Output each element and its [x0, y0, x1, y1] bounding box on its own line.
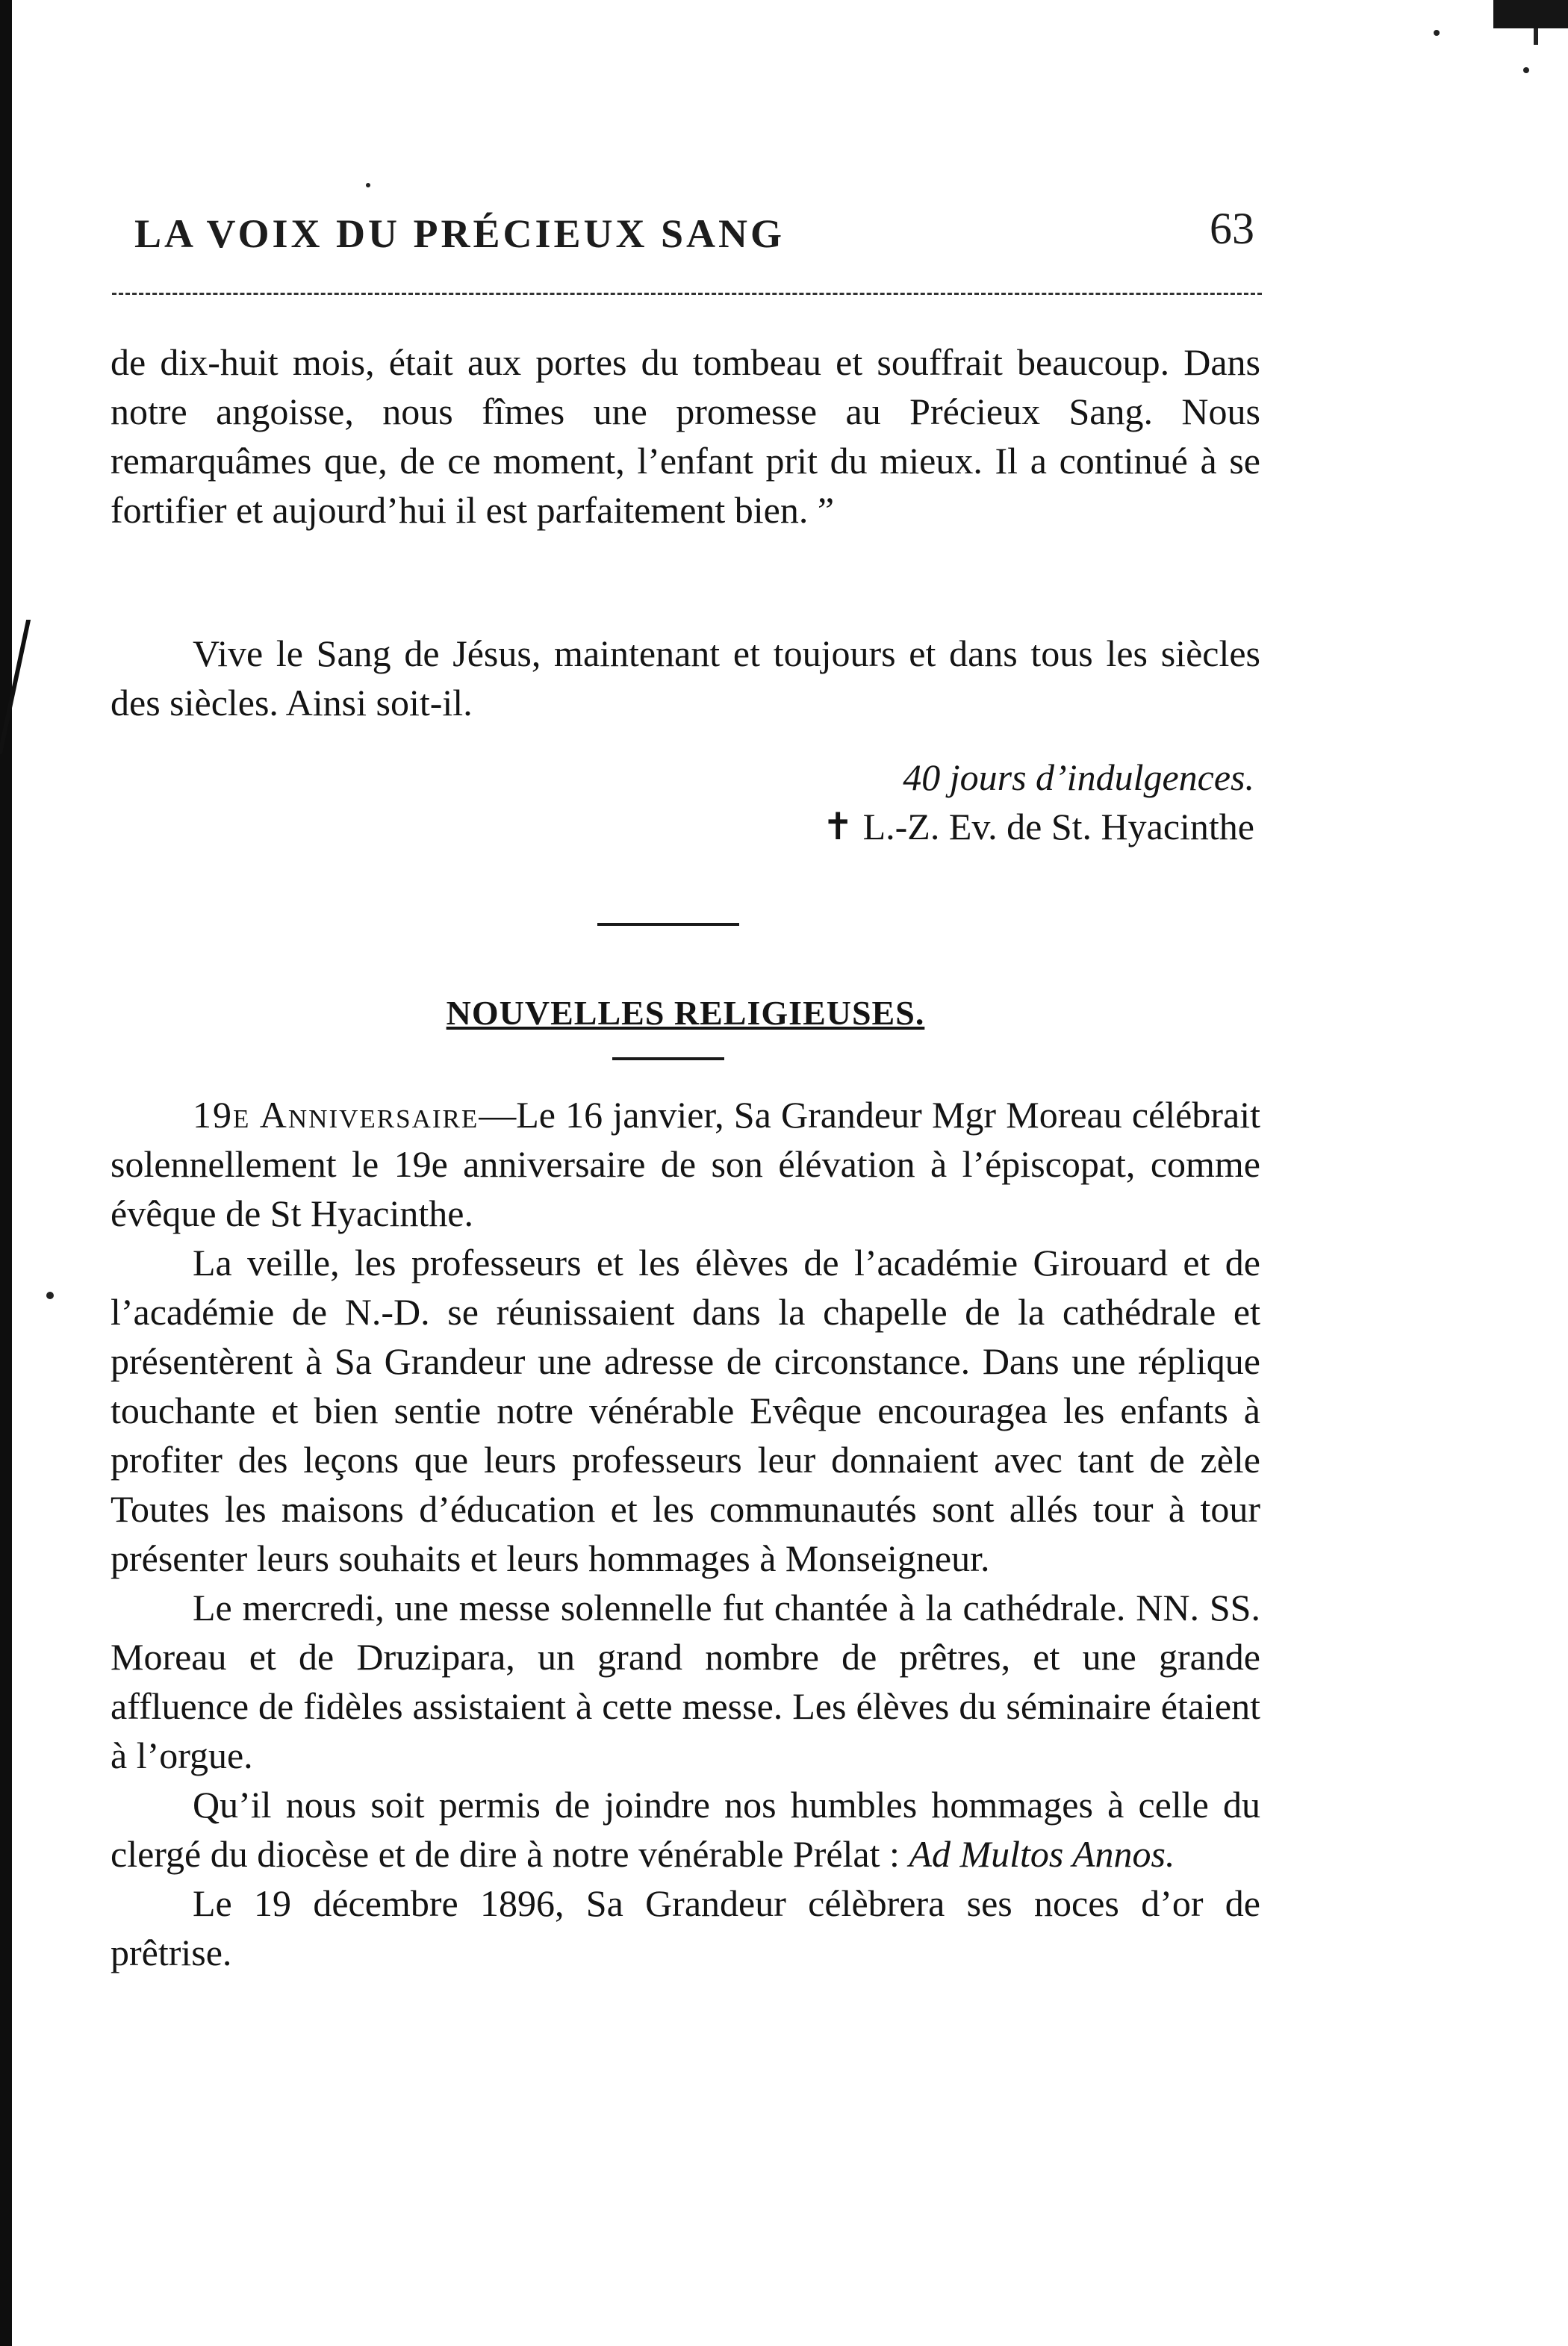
corner-ink-drip — [1534, 28, 1538, 45]
ink-speck — [366, 183, 370, 187]
running-head: LA VOIX DU PRÉCIEUX SANG — [134, 211, 785, 256]
header-rule — [112, 293, 1262, 295]
corner-ink-mark — [1493, 0, 1568, 28]
title-underrule — [612, 1057, 724, 1060]
anniversary-text: —Le 16 janvier, Sa Grandeur Mgr Moreau célébrait solennellement le 19e anniversaire de son élévation à l’épiscopat, comme évêque de St Hyacinthe. — [111, 1094, 1260, 1234]
homage-text: Qu’il nous soit permis de joindre nos humbles hommages à celle du clergé du diocèse et de dire à notre vénérable Prélat : — [111, 1784, 1260, 1875]
latin-wish: Ad Multos Annos. — [909, 1833, 1175, 1875]
ink-speck — [1523, 67, 1529, 73]
prayer-paragraph: Vive le Sang de Jésus, maintenant et toujours et dans tous les siècles des siècles. Ainsi soit-il. — [111, 632, 1260, 724]
anniversary-paragraph — [111, 1090, 1260, 1238]
section-title: NOUVELLES RELIGIEUSES. — [446, 994, 925, 1032]
wednesday-paragraph: Le mercredi, une messe solennelle fut chantée à la cathédrale. NN. SS. Moreau et de Druzipara, un grand nombre de prêtres, et une grande affluence de fidèles assistaient à cette messe. Les élèves du séminaire étaient à l’orgue. — [111, 1587, 1260, 1776]
homage-paragraph — [111, 1780, 1260, 1879]
ink-speck — [46, 1292, 54, 1299]
letter-continuation — [111, 337, 1260, 535]
eve-paragraph: La veille, les professeurs et les élèves de l’académie Girouard et de l’académie de N.-D. se réunissaient dans la chapelle de la cathédrale et présentèrent à Sa Grandeur une adresse de circonstance. Dans une réplique touchante et bien sentie notre vénérable Evêque encouragea les enfants à profiter des leçons que leurs professeurs leur donnaient avec tant de zèle Toutes les maisons d’éducation et les communautés sont allés tour à tour présenter leurs souhaits et leurs hommages à Monseigneur. — [111, 1242, 1260, 1579]
closing-prayer — [111, 629, 1260, 727]
section-separator — [597, 923, 739, 926]
ink-speck — [1434, 30, 1440, 36]
jubilee-paragraph: Le 19 décembre 1896, Sa Grandeur célèbrera ses noces d’or de prêtrise. — [111, 1882, 1260, 1973]
anniversary-heading: 19e Anniversaire — [193, 1094, 479, 1136]
bishop-signature: ✝ L.-Z. Ev. de St. Hyacinthe — [822, 806, 1254, 847]
letter-paragraph: de dix-huit mois, était aux portes du tombeau et souffrait beaucoup. Dans notre angoisse, nous fîmes une promesse au Précieux Sang. Nous remarquâmes que, de ce moment, l’enfant prit du mieux. Il a continué à se fortifier et aujourd’hui il est parfaitement bien. ” — [111, 341, 1260, 531]
page-number: 63 — [1210, 204, 1254, 253]
news-body — [111, 1090, 1260, 1977]
indulgence-note: 40 jours d’indulgences. — [903, 756, 1254, 798]
binding-edge — [0, 0, 12, 2346]
